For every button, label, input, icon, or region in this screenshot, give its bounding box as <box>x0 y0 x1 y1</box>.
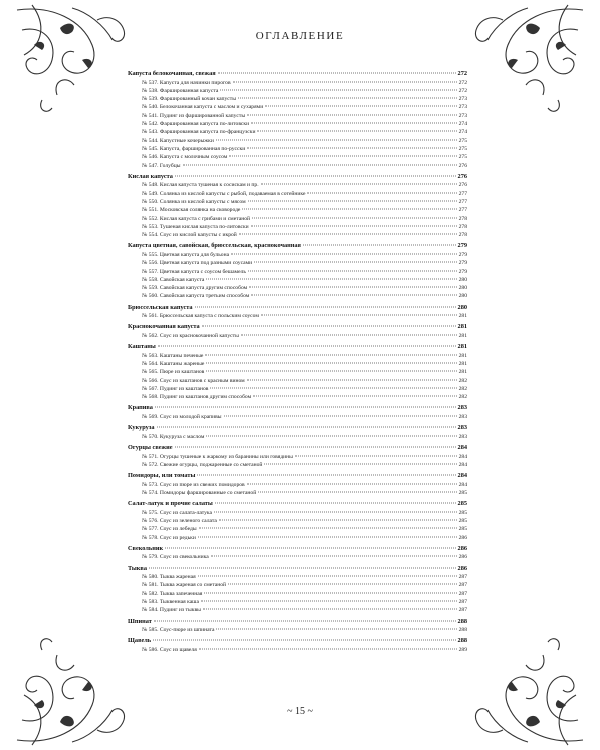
toc-item-title: № 551. Московская солянка на сковороде <box>142 207 241 214</box>
dot-leader <box>251 295 456 296</box>
toc-item-page: 278 <box>458 223 467 230</box>
toc-item[interactable] <box>128 377 467 385</box>
toc-section-title: Помидоры, или томаты <box>128 472 196 480</box>
dot-leader <box>295 455 457 456</box>
dot-leader <box>233 81 457 82</box>
toc-item-page: 273 <box>458 112 467 119</box>
toc-section-title: Каштаны <box>128 343 156 351</box>
toc-item[interactable] <box>128 292 467 300</box>
toc-item[interactable] <box>128 553 467 561</box>
toc-item-title: № 586. Соус из щавеля <box>142 646 197 653</box>
toc-item-page: 285 <box>458 518 467 525</box>
toc-item-page: 281 <box>458 313 467 320</box>
dot-leader <box>261 184 457 185</box>
toc-item-title: № 579. Соус из свекольника <box>142 554 209 561</box>
dot-leader <box>307 192 456 193</box>
toc-item[interactable] <box>128 433 467 441</box>
toc-section-title: Свекольник <box>128 544 164 552</box>
dot-leader <box>153 640 455 641</box>
toc-item-title: № 559. Савойская капуста другим способом <box>142 285 248 292</box>
toc-section-title: Капуста цветная, савойская, брюссельская, краснокочанная <box>128 242 301 250</box>
toc-item-title: № 584. Пудинг из тыквы <box>142 607 201 614</box>
dot-leader <box>261 315 457 316</box>
toc-section-title: Щавель <box>128 637 152 645</box>
toc-item-page: 285 <box>458 489 467 496</box>
toc-item-page: 287 <box>458 607 467 614</box>
toc-item[interactable] <box>128 79 467 87</box>
toc-item-title: № 555. Цветная капуста для бульона <box>142 251 230 258</box>
toc-item-title: № 578. Соус из редьки <box>142 534 196 541</box>
toc-item-title: № 538. Фаршированная капуста <box>142 87 219 94</box>
toc-item-title: № 547. Голубцы <box>142 162 181 169</box>
toc-item-page: 284 <box>458 453 467 460</box>
toc-item-title: № 571. Огурцы тушеные к жаркому из баранины или говядины <box>142 453 293 460</box>
toc-item[interactable] <box>128 284 467 292</box>
toc-item-title: № 556. Цветная капуста под разными соусами <box>142 260 253 267</box>
toc-item[interactable] <box>128 573 467 581</box>
dot-leader <box>241 334 457 335</box>
toc-item[interactable] <box>128 525 467 533</box>
toc-section-page: 286 <box>457 544 467 552</box>
toc-section-page: 288 <box>457 617 467 625</box>
toc-section[interactable] <box>128 637 467 646</box>
toc-section-page: 280 <box>457 303 467 311</box>
dot-leader <box>258 491 456 492</box>
floral-ornament-bottom-right <box>468 630 588 750</box>
toc-item-title: № 575. Соус из салата-латука <box>142 509 213 516</box>
dot-leader <box>248 270 457 271</box>
toc-section[interactable] <box>128 500 467 509</box>
dot-leader <box>201 601 457 602</box>
dot-leader <box>264 463 456 464</box>
toc-item[interactable] <box>128 509 467 517</box>
toc-item-title: № 576. Соус из зеленого салата <box>142 518 217 525</box>
toc-item[interactable] <box>128 590 467 598</box>
toc-item-page: 281 <box>458 332 467 339</box>
table-of-contents <box>128 70 467 654</box>
toc-item-title: № 557. Цветная капуста с соусом бешамель <box>142 268 246 275</box>
toc-section[interactable] <box>128 343 467 352</box>
toc-item-title: № 542. Фаршированная капуста по-литовски <box>142 121 250 128</box>
toc-item-page: 283 <box>458 414 467 420</box>
toc-section-title: Капуста белокочанная, свежая <box>128 70 216 77</box>
toc-section-page: 284 <box>457 472 467 480</box>
dot-leader <box>197 475 455 476</box>
toc-item-page: 281 <box>458 369 467 376</box>
toc-item-title: № 583. Тыквенная каша <box>142 599 199 606</box>
toc-item-page: 277 <box>458 190 467 197</box>
toc-item[interactable] <box>128 276 467 284</box>
toc-item-page: 276 <box>458 182 467 189</box>
toc-item-title: № 553. Тушеная кислая капуста по-литовски <box>142 223 249 230</box>
dot-leader <box>303 245 456 246</box>
dot-leader <box>183 164 457 165</box>
toc-item-page: 284 <box>458 481 467 488</box>
toc-item[interactable] <box>128 137 467 145</box>
dot-leader <box>155 407 456 408</box>
toc-section[interactable] <box>128 424 467 433</box>
toc-item[interactable] <box>128 517 467 525</box>
dot-leader <box>252 217 457 218</box>
toc-item-page: 275 <box>458 145 467 152</box>
dot-leader <box>214 511 457 512</box>
toc-item[interactable] <box>128 598 467 606</box>
toc-item-title: № 581. Тыква жареная со сметаной <box>142 582 227 589</box>
toc-item[interactable] <box>128 453 467 461</box>
toc-item[interactable] <box>128 646 467 654</box>
toc-section[interactable] <box>128 444 467 453</box>
toc-item-page: 289 <box>458 646 467 653</box>
toc-item[interactable] <box>128 606 467 614</box>
toc-item[interactable] <box>128 190 467 198</box>
toc-item[interactable] <box>128 162 467 170</box>
dot-leader <box>165 547 455 548</box>
toc-item-title: № 544. Капустные кочерыжки <box>142 137 214 144</box>
toc-item-title: № 540. Белокочанная капуста с маслом и сухарями <box>142 104 264 111</box>
toc-item[interactable] <box>128 481 467 489</box>
floral-ornament-top-right <box>468 0 588 120</box>
dot-leader <box>229 156 456 157</box>
toc-section[interactable] <box>128 545 467 554</box>
toc-item-page: 285 <box>458 526 467 533</box>
toc-item[interactable] <box>128 198 467 206</box>
toc-item-title: № 550. Солянка из кислой капусты с мясом <box>142 198 246 205</box>
toc-section[interactable] <box>128 472 467 481</box>
toc-item-title: № 541. Пудинг из фаршированной капусты <box>142 112 246 119</box>
dot-leader <box>149 567 456 568</box>
toc-item[interactable] <box>128 413 467 421</box>
dot-leader <box>205 354 456 355</box>
dot-leader <box>204 592 456 593</box>
toc-item[interactable] <box>128 215 467 223</box>
page-title: ОГЛАВЛЕНИЕ <box>255 30 345 42</box>
toc-item[interactable] <box>128 461 467 469</box>
dot-leader <box>249 287 456 288</box>
toc-item[interactable] <box>128 626 467 634</box>
dot-leader <box>251 123 456 124</box>
toc-item-page: 286 <box>458 534 467 541</box>
dot-leader <box>154 620 456 621</box>
dot-leader <box>199 528 457 529</box>
toc-item[interactable] <box>128 268 467 276</box>
toc-section[interactable] <box>128 404 467 413</box>
toc-section[interactable] <box>128 70 467 79</box>
toc-item-page: 286 <box>458 554 467 561</box>
toc-item-title: № 567. Пудинг из каштанов <box>142 385 209 392</box>
dot-leader <box>228 584 457 585</box>
toc-section-page: 288 <box>457 637 467 645</box>
dot-leader <box>254 262 456 263</box>
toc-item[interactable] <box>128 312 467 320</box>
toc-item-page: 279 <box>458 260 467 267</box>
toc-item[interactable] <box>128 145 467 153</box>
toc-item[interactable] <box>128 87 467 95</box>
toc-section-title: Кислая капуста <box>128 172 173 180</box>
dot-leader <box>215 503 456 504</box>
toc-section-title: Краснокочанная капуста <box>128 323 200 331</box>
dot-leader <box>239 234 457 235</box>
toc-item[interactable] <box>128 581 467 589</box>
dot-leader <box>251 225 457 226</box>
toc-section-title: Тыква <box>128 564 147 572</box>
toc-item-title: № 545. Капуста, фаршированная по-русски <box>142 145 246 152</box>
toc-item[interactable] <box>128 489 467 497</box>
dot-leader <box>247 114 457 115</box>
dot-leader <box>219 520 457 521</box>
toc-item-title: № 582. Тыква запеченная <box>142 590 203 597</box>
toc-item-page: 284 <box>458 461 467 468</box>
toc-section-title: Брюссельская капуста <box>128 303 193 311</box>
toc-item[interactable] <box>128 251 467 259</box>
toc-item-page: 281 <box>458 352 467 359</box>
toc-item-title: № 577. Соус из лебеды <box>142 526 197 533</box>
floral-ornament-bottom-left <box>12 630 132 750</box>
dot-leader <box>202 326 456 327</box>
toc-item-page: 287 <box>458 582 467 589</box>
toc-section-page: 272 <box>457 70 467 77</box>
toc-item[interactable] <box>128 385 467 393</box>
toc-item[interactable] <box>128 534 467 542</box>
dot-leader <box>242 209 456 210</box>
floral-ornament-top-left <box>12 0 132 120</box>
dot-leader <box>175 175 456 176</box>
toc-item-page: 287 <box>458 599 467 606</box>
toc-item-title: № 554. Соус из кислой капусты с икрой <box>142 232 237 239</box>
toc-item-page: 279 <box>458 251 467 258</box>
dot-leader <box>257 131 456 132</box>
toc-item-title: № 569. Соус из молодой крапивы <box>142 414 222 420</box>
toc-item[interactable] <box>128 128 467 136</box>
toc-section[interactable] <box>128 323 467 332</box>
dot-leader <box>198 536 457 537</box>
dot-leader <box>206 435 456 436</box>
dot-leader <box>198 576 457 577</box>
toc-item-title: № 543. Фаршированная капуста по-французски <box>142 129 256 136</box>
toc-section-page: 283 <box>457 424 467 432</box>
page-number: ~ 15 ~ <box>287 706 313 717</box>
toc-item-title: № 580. Тыква жареная <box>142 574 196 581</box>
toc-item-title: № 561. Брюссельская капуста с польским соусом <box>142 313 259 320</box>
toc-section-page: 279 <box>457 242 467 250</box>
dot-leader <box>253 396 456 397</box>
toc-item-page: 272 <box>458 87 467 94</box>
toc-item[interactable] <box>128 368 467 376</box>
toc-item-page: 277 <box>458 207 467 214</box>
toc-item-page: 280 <box>458 293 467 300</box>
dot-leader <box>238 98 457 99</box>
dot-leader <box>265 106 456 107</box>
dot-leader <box>203 609 457 610</box>
toc-item-page: 275 <box>458 154 467 161</box>
toc-item-title: № 566. Соус из каштанов с красным вином <box>142 377 245 384</box>
toc-item-page: 276 <box>458 162 467 169</box>
toc-item-title: № 560. Савойская капуста третьим способом <box>142 293 250 300</box>
toc-section-page: 276 <box>457 172 467 180</box>
toc-section-page: 284 <box>457 443 467 451</box>
dot-leader <box>206 278 456 279</box>
dot-leader <box>224 416 457 417</box>
toc-item-page: 272 <box>458 79 467 86</box>
toc-item-page: 273 <box>458 104 467 111</box>
dot-leader <box>157 427 456 428</box>
toc-item[interactable] <box>128 95 467 103</box>
toc-item[interactable] <box>128 352 467 360</box>
toc-item[interactable] <box>128 112 467 120</box>
toc-item-title: № 574. Помидоры фаршированные со сметаной <box>142 489 257 496</box>
dot-leader <box>158 346 456 347</box>
toc-item-title: № 568. Пудинг из каштанов другим способом <box>142 394 252 401</box>
toc-item-page: 287 <box>458 590 467 597</box>
toc-item-page: 278 <box>458 232 467 239</box>
dot-leader <box>247 483 457 484</box>
toc-section-title: Кукуруза <box>128 424 155 432</box>
toc-item-page: 285 <box>458 509 467 516</box>
dot-leader <box>216 629 456 630</box>
toc-item-page: 287 <box>458 574 467 581</box>
toc-item-page: 278 <box>458 215 467 222</box>
toc-section[interactable] <box>128 173 467 182</box>
toc-section-page: 286 <box>457 564 467 572</box>
dot-leader <box>248 200 457 201</box>
toc-item[interactable] <box>128 153 467 161</box>
toc-item-title: № 572. Свежие огурцы, поджаренные со сметаной <box>142 461 263 468</box>
dot-leader <box>247 147 456 148</box>
toc-item-page: 282 <box>458 385 467 392</box>
toc-item-page: 280 <box>458 276 467 283</box>
dot-leader <box>175 446 456 447</box>
dot-leader <box>210 387 456 388</box>
toc-item-title: № 539. Фаршированный кочан капусты <box>142 96 236 103</box>
toc-section-title: Огурцы свежие <box>128 443 173 451</box>
dot-leader <box>216 139 457 140</box>
toc-section-page: 285 <box>457 500 467 508</box>
toc-section-page: 281 <box>457 323 467 331</box>
toc-item-page: 279 <box>458 268 467 275</box>
toc-item-page: 274 <box>458 121 467 128</box>
toc-item-page: 275 <box>458 137 467 144</box>
toc-item-title: № 546. Капуста с молочным соусом <box>142 154 228 161</box>
toc-section-page: 283 <box>457 404 467 412</box>
toc-item-title: № 570. Кукуруза с маслом <box>142 433 205 440</box>
toc-item[interactable] <box>128 360 467 368</box>
toc-item-title: № 563. Каштаны печеные <box>142 352 204 359</box>
dot-leader <box>199 648 457 649</box>
toc-item-title: № 565. Пюре из каштанов <box>142 369 205 376</box>
toc-item-page: 283 <box>458 433 467 440</box>
toc-item-page: 273 <box>458 96 467 103</box>
toc-section[interactable] <box>128 565 467 574</box>
toc-item[interactable] <box>128 206 467 214</box>
toc-item[interactable] <box>128 259 467 267</box>
toc-section-title: Салат-латук и прочие салаты <box>128 500 213 508</box>
toc-item-page: 282 <box>458 394 467 401</box>
toc-item-title: № 552. Кислая капуста с грибами и сметаной <box>142 215 250 222</box>
toc-item[interactable] <box>128 223 467 231</box>
toc-item-page: 282 <box>458 377 467 384</box>
toc-item-title: № 573. Соус из пюре из свежих помидоров <box>142 481 245 488</box>
toc-item-title: № 537. Капуста для начинки пирогов <box>142 79 231 86</box>
toc-section-page: 281 <box>457 343 467 351</box>
toc-item-page: 277 <box>458 198 467 205</box>
toc-section-title: Шпинат <box>128 617 152 625</box>
toc-item[interactable] <box>128 332 467 340</box>
toc-item-title: № 562. Соус из краснокочанной капусты <box>142 332 239 339</box>
toc-item-page: 288 <box>458 627 467 634</box>
toc-section[interactable] <box>128 242 467 251</box>
dot-leader <box>206 363 456 364</box>
toc-item-page: 274 <box>458 129 467 136</box>
toc-item[interactable] <box>128 393 467 401</box>
toc-section[interactable] <box>128 618 467 627</box>
toc-item-page: 280 <box>458 285 467 292</box>
toc-section[interactable] <box>128 304 467 313</box>
toc-item-title: № 564. Каштаны жареные <box>142 361 205 368</box>
dot-leader <box>218 73 456 74</box>
dot-leader <box>220 89 456 90</box>
toc-item[interactable] <box>128 103 467 111</box>
dot-leader <box>211 556 457 557</box>
dot-leader <box>195 306 456 307</box>
toc-item[interactable] <box>128 231 467 239</box>
toc-section-title: Крапива <box>128 404 153 412</box>
dot-leader <box>206 371 456 372</box>
toc-item-title: № 585. Соус-пюре из шпината <box>142 627 215 634</box>
dot-leader <box>247 379 457 380</box>
toc-item-title: № 548. Кислая капуста тушеная к сосискам и пр. <box>142 182 259 189</box>
toc-item-title: № 558. Савойская капуста <box>142 276 205 283</box>
toc-item[interactable] <box>128 181 467 189</box>
dot-leader <box>231 253 457 254</box>
toc-item-page: 281 <box>458 361 467 368</box>
toc-item-title: № 549. Солянка из кислой капусты с рыбой, подаваемая в сотейнике <box>142 190 306 197</box>
toc-item[interactable] <box>128 120 467 128</box>
